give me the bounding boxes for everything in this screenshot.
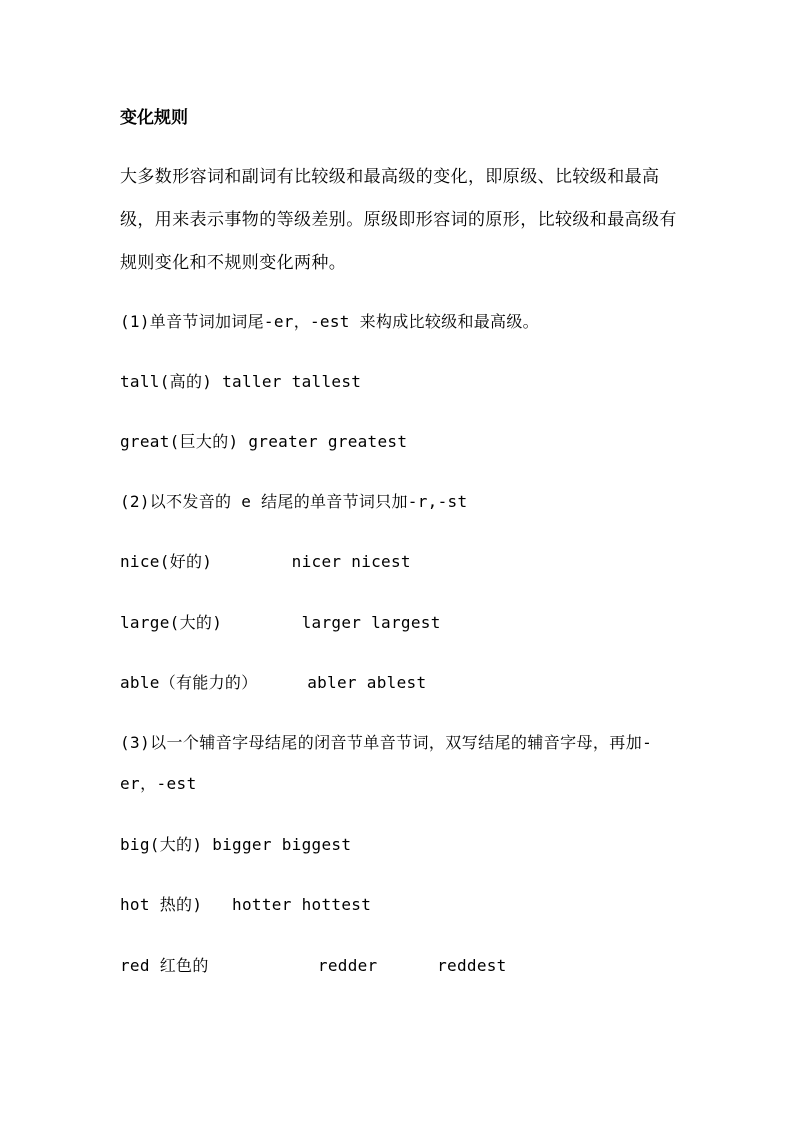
example-red: red 红色的 redder reddest bbox=[120, 956, 507, 975]
intro-paragraph: 大多数形容词和副词有比较级和最高级的变化，即原级、比较级和最高级，用来表示事物的等级差别。原级即形容词的原形，比较级和最高级有规则变化和不规则变化两种。 bbox=[120, 167, 677, 273]
section-title: 变化规则 bbox=[120, 108, 188, 128]
example-big: big(大的) bigger biggest bbox=[120, 835, 352, 854]
example-great: great(巨大的) greater greatest bbox=[120, 432, 408, 451]
example-nice: nice(好的) nicer nicest bbox=[120, 552, 411, 571]
rule-1: (1)单音节词加词尾-er，-est 来构成比较级和最高级。 bbox=[120, 312, 539, 331]
rule-3: (3)以一个辅音字母结尾的闭音节单音节词，双写结尾的辅音字母，再加-er，-est bbox=[120, 733, 653, 793]
example-able: able（有能力的） abler ablest bbox=[120, 673, 427, 692]
example-large: large(大的) larger largest bbox=[120, 613, 441, 632]
rule-2: (2)以不发音的 e 结尾的单音节词只加-r,-st bbox=[120, 492, 468, 511]
example-tall: tall(高的) taller tallest bbox=[120, 372, 362, 391]
example-hot: hot 热的) hotter hottest bbox=[120, 895, 372, 914]
